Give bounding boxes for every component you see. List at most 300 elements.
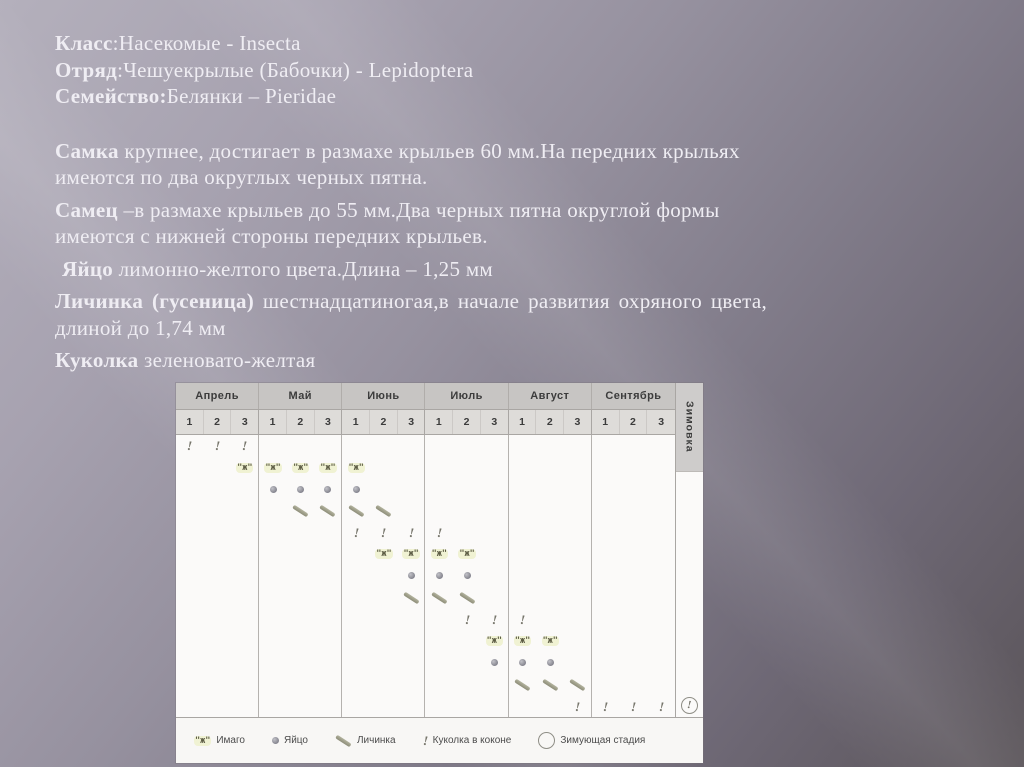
chart-cell	[536, 478, 564, 500]
egg-icon	[519, 659, 526, 666]
pupa-icon: !	[436, 524, 443, 541]
chart-cell	[176, 695, 204, 717]
chart-cell	[315, 587, 343, 609]
chart-cell	[231, 695, 259, 717]
chart-cell	[370, 435, 398, 457]
imago-icon: "ж"	[486, 636, 502, 647]
chart-cell	[620, 478, 648, 500]
egg-icon	[297, 486, 304, 493]
taxonomy-text-block	[55, 30, 767, 374]
paragraph-text: –в размахе крыльев до 55 мм.Два черных пятна округлой формы имеются с нижней стороны передних крыльев.	[55, 197, 720, 248]
chart-cell	[481, 478, 509, 500]
chart-cell	[453, 587, 481, 609]
chart-cell	[564, 695, 592, 717]
chart-cell	[176, 674, 204, 696]
imago-icon: "ж"	[376, 549, 392, 560]
chart-cell	[481, 674, 509, 696]
chart-cell	[481, 652, 509, 674]
term-family: Семейство:	[55, 84, 167, 108]
imago-icon: "ж"	[431, 549, 448, 560]
pupa-icon: !	[186, 438, 193, 454]
chart-cell	[398, 587, 426, 609]
chart-cell	[453, 609, 481, 631]
larva-icon	[293, 505, 309, 517]
chart-cell	[231, 565, 259, 587]
chart-cell	[287, 609, 315, 631]
chart-cell	[592, 500, 620, 522]
pupa-icon: !	[630, 698, 637, 714]
month-header: Май	[259, 383, 342, 409]
chart-main	[176, 383, 675, 717]
chart-cell	[425, 565, 453, 587]
chart-cell	[592, 630, 620, 652]
chart-cell	[564, 478, 592, 500]
chart-cell	[287, 522, 315, 544]
chart-cell	[176, 565, 204, 587]
paragraph-text: :Насекомые - Insecta	[112, 31, 301, 55]
chart-cell	[204, 500, 232, 522]
chart-cell	[370, 674, 398, 696]
chart-cell	[647, 565, 675, 587]
term-larva: Личинка (гусеница)	[55, 289, 255, 313]
chart-cell	[620, 500, 648, 522]
chart-cell	[259, 652, 287, 674]
chart-cell	[398, 565, 426, 587]
chart-cell	[425, 522, 453, 544]
chart-cell	[204, 630, 232, 652]
imago-icon: "ж"	[265, 462, 281, 473]
chart-cell	[342, 652, 370, 674]
larva-icon	[431, 592, 447, 604]
legend-label: Имаго	[216, 735, 245, 746]
decade-header: 3	[398, 410, 426, 434]
chart-cell	[536, 543, 564, 565]
winter-header	[676, 383, 703, 472]
chart-cell	[592, 435, 620, 457]
chart-cell	[536, 565, 564, 587]
chart-cell	[509, 543, 537, 565]
legend-label: Зимующая стадия	[560, 735, 646, 746]
chart-cell	[176, 500, 204, 522]
chart-cell	[287, 565, 315, 587]
chart-cell	[564, 630, 592, 652]
legend-item	[194, 735, 245, 746]
pupa-icon: !	[408, 524, 415, 541]
paragraph-female	[55, 138, 767, 191]
chart-cell	[204, 609, 232, 631]
chart-cell	[536, 695, 564, 717]
chart-cell	[370, 695, 398, 717]
chart-cell	[453, 652, 481, 674]
chart-cell	[620, 587, 648, 609]
chart-cell	[315, 435, 343, 457]
chart-cell	[231, 674, 259, 696]
pupa-icon: !	[658, 698, 665, 714]
chart-cell	[231, 630, 259, 652]
chart-cell	[287, 500, 315, 522]
chart-cell	[231, 652, 259, 674]
egg-icon	[436, 572, 443, 579]
legend-label: Личинка	[356, 735, 396, 746]
decade-header: 2	[620, 410, 648, 434]
chart-cell	[509, 435, 537, 457]
chart-cell	[481, 587, 509, 609]
chart-cell	[342, 478, 370, 500]
chart-cell	[259, 543, 287, 565]
chart-cell	[620, 543, 648, 565]
chart-cell	[398, 500, 426, 522]
chart-cell	[231, 609, 259, 631]
chart-cell	[536, 674, 564, 696]
chart-cell	[564, 457, 592, 479]
chart-cell	[176, 435, 204, 457]
chart-cell	[425, 543, 453, 565]
chart-cell	[453, 522, 481, 544]
chart-cell	[509, 587, 537, 609]
chart-cell	[231, 435, 259, 457]
chart-cell	[592, 652, 620, 674]
chart-cell	[536, 609, 564, 631]
winter-icon: !	[686, 698, 693, 712]
chart-cell	[342, 500, 370, 522]
chart-cell	[564, 435, 592, 457]
egg-icon	[270, 486, 277, 493]
month-header: Апрель	[176, 383, 259, 409]
chart-cell	[315, 695, 343, 717]
chart-cell	[425, 500, 453, 522]
chart-cell	[370, 630, 398, 652]
decade-header: 3	[231, 410, 259, 434]
paragraph-text: зеленовато-желтая	[138, 348, 316, 372]
chart-cell	[481, 695, 509, 717]
chart-cell	[536, 652, 564, 674]
chart-cell	[425, 457, 453, 479]
month-header: Сентябрь	[605, 390, 662, 402]
chart-cell	[204, 543, 232, 565]
pupa-icon: !	[353, 524, 360, 541]
chart-cell	[204, 522, 232, 544]
chart-cell	[509, 500, 537, 522]
legend-item	[335, 735, 396, 746]
imago-icon: "ж"	[459, 549, 475, 560]
chart-cell	[204, 695, 232, 717]
chart-cell	[287, 435, 315, 457]
chart-cell	[509, 457, 537, 479]
chart-cell	[564, 543, 592, 565]
chart-cell	[398, 695, 426, 717]
paragraph-text: крупнее, достигает в размахе крыльев 60 мм.На передних крыльях имеются по два округлых черных пятна.	[55, 138, 740, 189]
chart-cell	[259, 500, 287, 522]
chart-cell	[564, 674, 592, 696]
imago-icon: "ж"	[542, 636, 558, 647]
chart-cell	[481, 435, 509, 457]
chart-cell	[453, 435, 481, 457]
legend-item	[538, 732, 645, 749]
chart-cell	[509, 565, 537, 587]
chart-cell	[453, 500, 481, 522]
chart-cell	[315, 565, 343, 587]
chart-cell	[204, 674, 232, 696]
winter-stage-ring	[681, 697, 698, 714]
chart-cell	[370, 478, 398, 500]
chart-cell	[231, 457, 259, 479]
pupa-icon: !	[602, 698, 609, 714]
chart-cell	[176, 630, 204, 652]
chart-cell	[425, 695, 453, 717]
chart-cell	[647, 652, 675, 674]
chart-cell	[647, 674, 675, 696]
chart-cell	[453, 674, 481, 696]
chart-cell	[342, 630, 370, 652]
chart-cell	[176, 609, 204, 631]
chart-cell	[259, 478, 287, 500]
chart-cell	[425, 587, 453, 609]
decade-header: 1	[592, 410, 620, 434]
chart-cell	[176, 478, 204, 500]
chart-legend	[176, 717, 703, 763]
chart-grid-area	[176, 383, 703, 717]
chart-cell	[481, 522, 509, 544]
chart-cell	[176, 522, 204, 544]
decade-header: 3	[564, 410, 592, 434]
imago-icon: "ж"	[320, 462, 336, 473]
chart-cell	[342, 609, 370, 631]
decade-header: 2	[370, 410, 398, 434]
chart-cell	[259, 674, 287, 696]
chart-cell	[564, 522, 592, 544]
chart-cell	[315, 543, 343, 565]
imago-icon: "ж"	[237, 462, 253, 473]
legend-label: Куколка в коконе	[432, 735, 512, 746]
chart-cell	[204, 457, 232, 479]
term-order: Отряд	[55, 57, 118, 82]
chart-cell	[342, 543, 370, 565]
term-egg: Яйцо	[62, 256, 114, 281]
chart-cell	[453, 695, 481, 717]
chart-cell	[592, 457, 620, 479]
larva-icon	[569, 678, 585, 690]
chart-cell	[620, 565, 648, 587]
chart-cell	[453, 478, 481, 500]
chart-cell	[647, 522, 675, 544]
chart-cell	[315, 457, 343, 479]
pupa-icon: !	[214, 438, 221, 454]
chart-cell	[509, 695, 537, 717]
paragraph-pupa	[55, 347, 767, 374]
term-pupa: Куколка	[55, 348, 139, 372]
chart-cell	[481, 500, 509, 522]
paragraph-text: лимонно-желтого цвета.Длина – 1,25 мм	[113, 256, 494, 281]
chart-cell	[481, 609, 509, 631]
chart-cell	[647, 587, 675, 609]
paragraph-family	[55, 83, 767, 110]
chart-cell	[176, 587, 204, 609]
paragraph-egg	[55, 256, 767, 283]
larva-icon	[320, 505, 336, 517]
chart-cell	[287, 630, 315, 652]
month-header: Июнь	[342, 383, 425, 409]
chart-cell	[315, 630, 343, 652]
chart-cell	[176, 652, 204, 674]
chart-cell	[259, 435, 287, 457]
chart-cell	[509, 478, 537, 500]
chart-cell	[176, 543, 204, 565]
chart-cell	[620, 457, 648, 479]
chart-cell	[509, 652, 537, 674]
decade-header: 1	[342, 410, 370, 434]
chart-cell	[647, 695, 675, 717]
chart-cell	[536, 435, 564, 457]
chart-cell	[315, 500, 343, 522]
decade-header: 1	[259, 410, 287, 434]
chart-cell	[259, 609, 287, 631]
legend-item	[272, 735, 308, 746]
chart-cell	[231, 478, 259, 500]
imago-icon: "ж"	[348, 462, 364, 473]
chart-cell	[204, 435, 232, 457]
chart-cell	[315, 674, 343, 696]
chart-cell	[453, 630, 481, 652]
chart-cell	[287, 457, 315, 479]
chart-cell	[481, 565, 509, 587]
imago-icon: "ж"	[403, 549, 419, 560]
egg-icon	[491, 659, 498, 666]
chart-cell	[287, 652, 315, 674]
chart-cell	[481, 457, 509, 479]
chart-cell	[647, 543, 675, 565]
chart-cell	[315, 652, 343, 674]
chart-cell	[592, 695, 620, 717]
chart-cell	[259, 565, 287, 587]
chart-cell	[592, 674, 620, 696]
decade-header: 2	[287, 410, 315, 434]
chart-cell	[620, 652, 648, 674]
pupa-icon: !	[491, 611, 498, 628]
chart-cell	[536, 500, 564, 522]
chart-cell	[592, 522, 620, 544]
chart-cell	[342, 435, 370, 457]
chart-cell	[425, 674, 453, 696]
chart-cell	[398, 652, 426, 674]
chart-cell	[287, 674, 315, 696]
chart-cell	[620, 695, 648, 717]
winter-column	[675, 383, 703, 717]
chart-cell	[370, 609, 398, 631]
egg-icon	[547, 659, 554, 666]
term-male: Самец	[55, 197, 118, 222]
paragraph-text: :Чешуекрылые (Бабочки) - Lepidoptera	[117, 57, 474, 82]
chart-cell	[398, 478, 426, 500]
chart-cell	[259, 522, 287, 544]
chart-cell	[342, 587, 370, 609]
chart-cell	[176, 457, 204, 479]
chart-cell	[342, 522, 370, 544]
decade-header: 3	[658, 416, 665, 428]
chart-cell	[481, 630, 509, 652]
chart-cell	[315, 478, 343, 500]
pupa-icon: !	[241, 438, 248, 454]
chart-cell	[592, 565, 620, 587]
chart-cell	[536, 522, 564, 544]
chart-cell	[564, 609, 592, 631]
chart-cell	[259, 457, 287, 479]
chart-cell	[398, 609, 426, 631]
chart-cell	[231, 543, 259, 565]
chart-cell	[370, 543, 398, 565]
egg-icon	[408, 572, 415, 579]
decade-header: 2	[204, 410, 232, 434]
egg-icon	[353, 486, 360, 493]
legend-item	[423, 734, 512, 747]
chart-cell	[370, 652, 398, 674]
decades-row	[176, 410, 675, 435]
decade-header: 2	[536, 410, 564, 434]
chart-cell	[620, 674, 648, 696]
chart-cell	[453, 565, 481, 587]
chart-cell	[370, 587, 398, 609]
chart-cell	[315, 609, 343, 631]
decade-header: 3	[481, 410, 509, 434]
egg-icon	[324, 486, 331, 493]
term-female: Самка	[55, 138, 119, 163]
chart-cell	[592, 543, 620, 565]
paragraph-larva	[55, 288, 767, 341]
pupa-icon: !	[574, 698, 581, 714]
chart-cell	[647, 478, 675, 500]
imago-icon: "ж"	[514, 636, 531, 647]
phenology-chart	[176, 383, 703, 763]
chart-cell	[509, 609, 537, 631]
pupa-icon: !	[464, 611, 471, 628]
winter-stage-ring	[538, 732, 555, 749]
chart-cell	[398, 674, 426, 696]
chart-cell	[620, 630, 648, 652]
chart-cell	[564, 565, 592, 587]
chart-cell	[647, 435, 675, 457]
chart-cell	[564, 587, 592, 609]
chart-cell	[592, 587, 620, 609]
chart-cell	[342, 457, 370, 479]
chart-cell	[425, 609, 453, 631]
chart-cell	[204, 565, 232, 587]
larva-icon	[459, 592, 475, 604]
month-header: Июль	[425, 383, 508, 409]
larva-icon	[542, 678, 558, 690]
larva-icon	[335, 734, 351, 746]
imago-icon: "ж"	[293, 462, 309, 473]
decade-header: 1	[425, 410, 453, 434]
chart-cell	[620, 435, 648, 457]
pupa-icon: !	[519, 611, 526, 628]
chart-cell	[398, 630, 426, 652]
chart-cell	[342, 565, 370, 587]
larva-icon	[514, 678, 530, 690]
chart-cell	[481, 543, 509, 565]
chart-cell	[453, 543, 481, 565]
chart-cell	[259, 630, 287, 652]
chart-cell	[342, 695, 370, 717]
chart-cell	[592, 609, 620, 631]
chart-cell	[287, 543, 315, 565]
chart-cell	[620, 609, 648, 631]
chart-cell	[287, 478, 315, 500]
chart-cell	[425, 478, 453, 500]
chart-cell	[425, 652, 453, 674]
chart-cell	[509, 522, 537, 544]
chart-cell	[564, 500, 592, 522]
chart-cell	[370, 565, 398, 587]
chart-cell	[425, 630, 453, 652]
